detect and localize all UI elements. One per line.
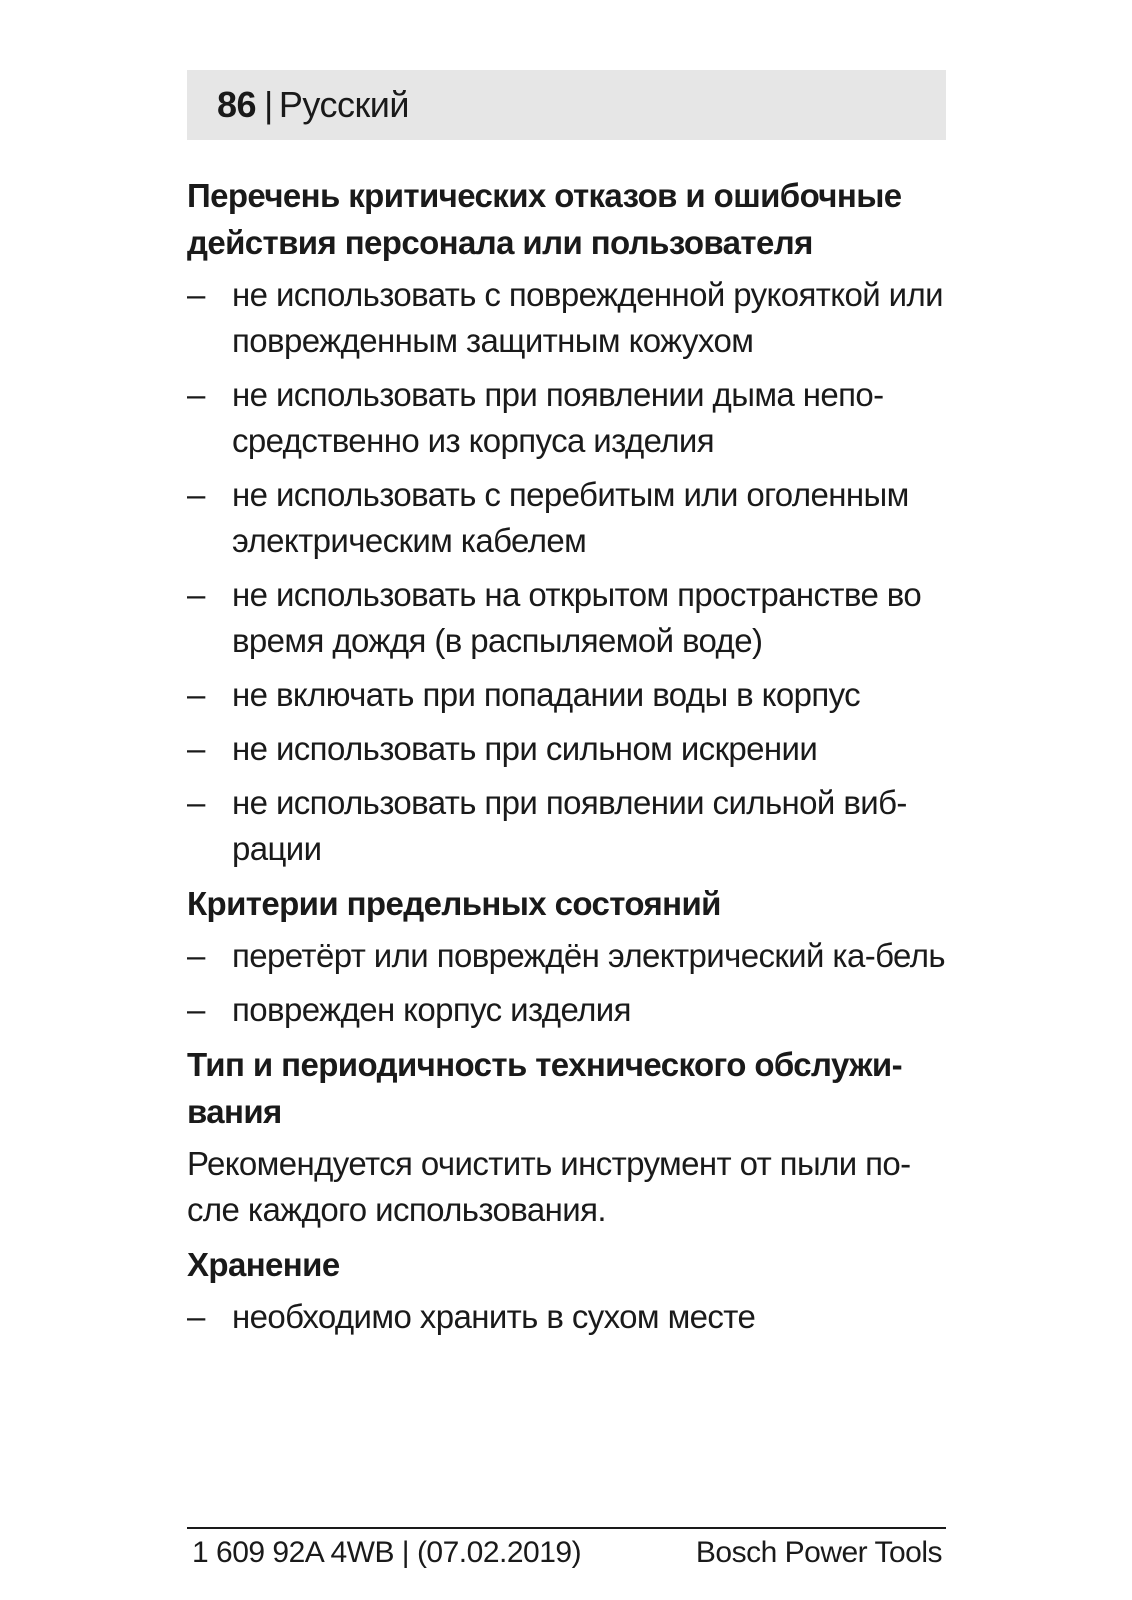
list-item: – не использовать при сильном искрении (187, 726, 952, 772)
list-item: – не использовать при появлении сильной виб-рации (187, 780, 952, 872)
page-number: 86 (217, 84, 257, 125)
dash-marker: – (187, 937, 205, 974)
header-language: Русский (278, 84, 409, 125)
dash-marker: – (187, 576, 205, 613)
list-item: – не использовать с перебитым или оголенным электрическим кабелем (187, 472, 952, 564)
page-header (187, 70, 946, 140)
limit-states-list (187, 933, 952, 1033)
dash-marker: – (187, 1298, 205, 1335)
failures-list (187, 272, 952, 872)
section-title-limit-states: Критерии предельных состояний (187, 885, 721, 922)
document-code: 1 609 92A 4WB | (07.02.2019) (192, 1536, 582, 1569)
section-title-maintenance: Тип и периодичность технического обслужи-вания (187, 1046, 902, 1130)
page-footer (192, 1536, 942, 1570)
list-item: – поврежден корпус изделия (187, 987, 952, 1033)
dash-marker: – (187, 730, 205, 767)
page-content (187, 172, 952, 1348)
header-separator: | (264, 84, 273, 125)
section-title-failures: Перечень критических отказов и ошибочные действия персонала или пользователя (187, 177, 902, 261)
list-item: – не использовать при появлении дыма непо-средственно из корпуса изделия (187, 372, 952, 464)
maintenance-text: Рекомендуется очистить инструмент от пыли по-сле каждого использования. (187, 1145, 911, 1228)
dash-marker: – (187, 276, 205, 313)
brand-name: Bosch Power Tools (695, 1536, 942, 1569)
dash-marker: – (187, 476, 205, 513)
list-item: – не включать при попадании воды в корпус (187, 672, 952, 718)
dash-marker: – (187, 784, 205, 821)
dash-marker: – (187, 991, 205, 1028)
list-item: – не использовать с поврежденной рукояткой или поврежденным защитным кожухом (187, 272, 952, 364)
storage-list (187, 1294, 952, 1340)
list-item: – перетёрт или повреждён электрический ка-бель (187, 933, 952, 979)
dash-marker: – (187, 376, 205, 413)
section-title-storage: Хранение (187, 1246, 340, 1283)
dash-marker: – (187, 676, 205, 713)
list-item: – не использовать на открытом пространстве во время дождя (в распыляемой воде) (187, 572, 952, 664)
footer-divider (187, 1527, 946, 1529)
list-item: – необходимо хранить в сухом месте (187, 1294, 952, 1340)
